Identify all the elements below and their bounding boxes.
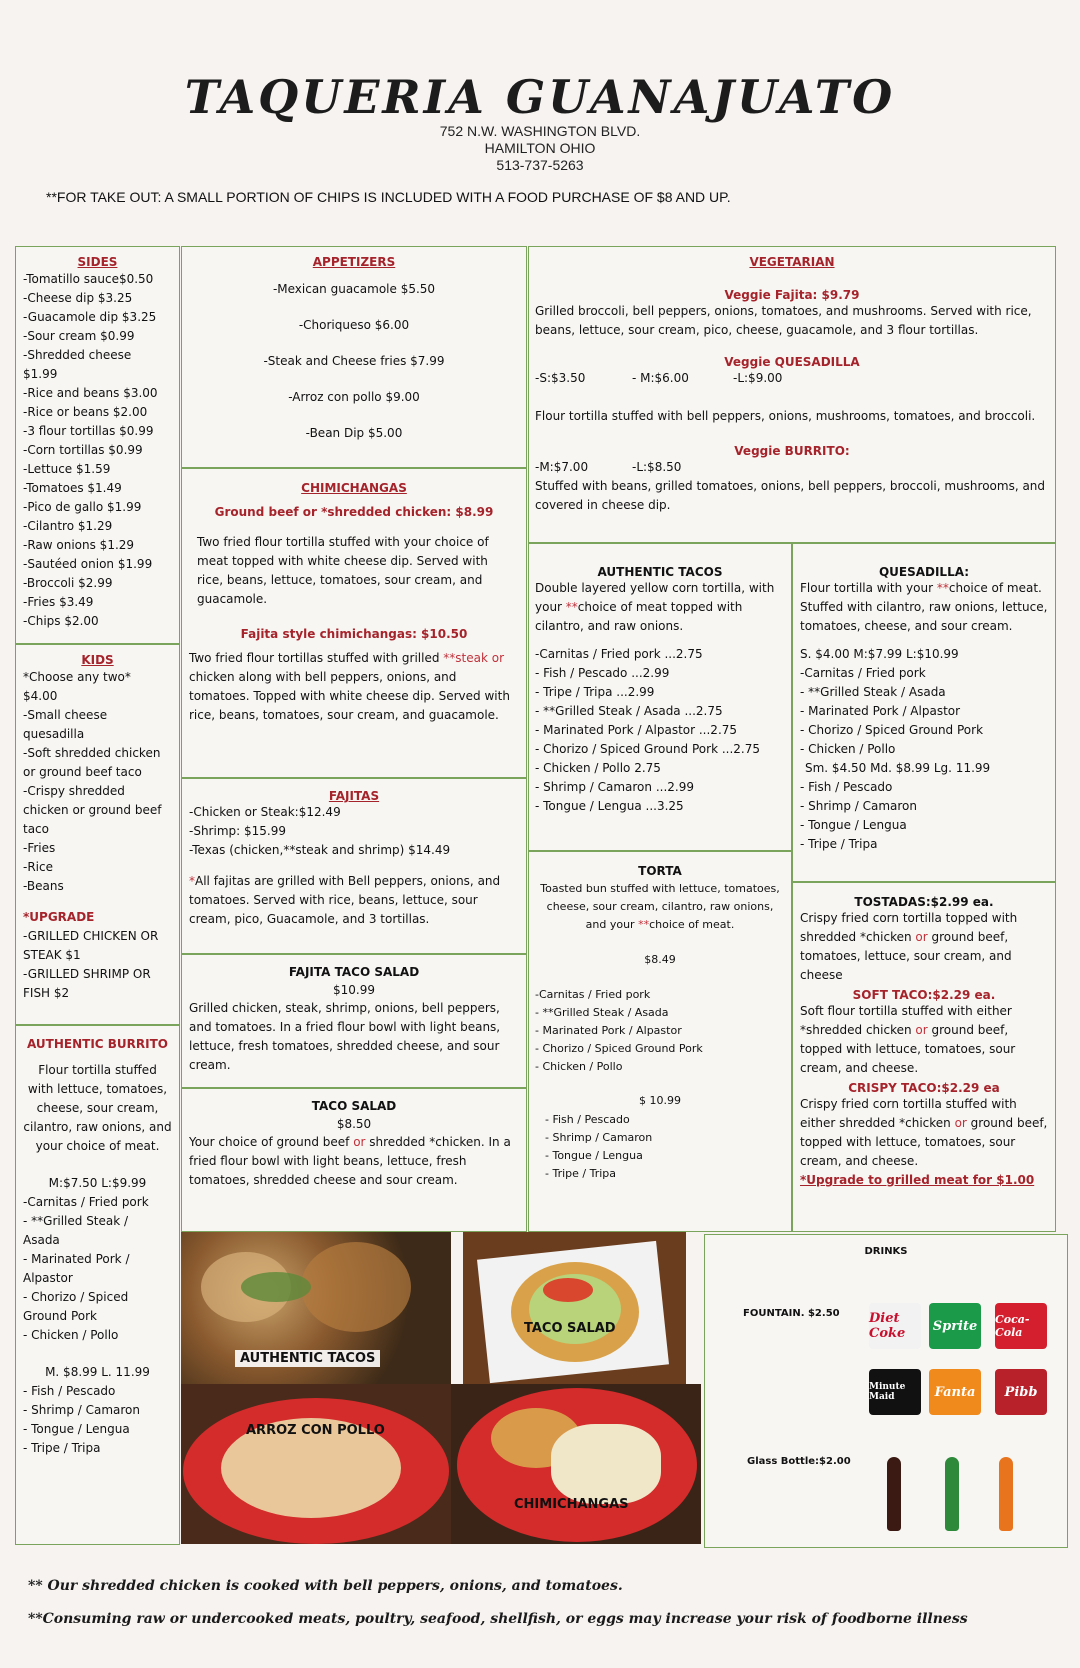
torta-meat-list-1 [529,986,791,1076]
desc-or: or [915,930,928,944]
desc-star: ** [936,581,949,595]
list-item: -Mexican guacamole $5.50 [272,282,436,296]
tostadas-title: TOSTADAS:$2.99 ea. [854,895,994,909]
list-item: - Shrimp / Camaron [545,1131,653,1144]
list-item: - Fish / Pescado [23,1384,116,1398]
list-item: -Lettuce $1.59 [23,462,111,476]
fajitas-section [181,778,527,954]
authentic-tacos-section [528,543,792,851]
burrito-meat-list-2 [16,1382,179,1458]
list-item: - Tongue / Lengua [545,1149,643,1162]
arroz-photo-label: ARROZ CON POLLO [246,1423,385,1438]
desc-text: ground beef, topped with lettuce, tomatoes, sour cream, and cheese. [800,1023,1016,1075]
list-item: -Arroz con pollo $9.00 [288,390,420,404]
list-item: -Carnitas / Fried pork [800,666,926,680]
list-item: -Choriqueso $6.00 [298,318,410,332]
fajita-taco-salad-title: FAJITA TACO SALAD [288,965,420,979]
desc-text: choice of meat topped with cilantro, and raw onions. [535,600,743,633]
desc-or: or [487,651,505,665]
list-item: FISH $2 [23,986,70,1000]
list-item: -Rice [23,860,53,874]
list-item: - Marinated Pork / Alpastor [800,704,961,718]
price-medium: -M:$7.00 [535,460,589,474]
desc-text: Toasted bun stuffed with lettuce, tomatoes, cheese, sour cream, cilantro, raw onions, and your [540,882,780,931]
crispy-taco-title: CRISPY TACO:$2.29 ea [848,1081,1000,1095]
address-line: 752 N.W. WASHINGTON BLVD. [439,123,641,139]
city-line: HAMILTON OHIO [484,140,596,156]
fajitas-note [182,872,526,929]
chimichangas-title: CHIMICHANGAS [301,481,407,495]
list-item: - Fish / Pescado ...2.99 [535,666,670,680]
list-item: $1.99 [23,367,58,381]
chimichangas-photo [451,1384,701,1544]
desc-text: choice of meat. Stuffed with cilantro, raw onions, lettuce, tomatoes, cheese, and sour cream. [800,581,1048,633]
grilled-upgrade-note: *Upgrade to grilled meat for $1.00 [800,1173,1035,1187]
taco-salad-photo-label: TACO SALAD [524,1321,616,1336]
glass-bottle-price: Glass Bottle:$2.00 [747,1456,851,1467]
kids-upgrade-list [16,927,179,1003]
price-small: -S:$3.50 [535,371,586,385]
desc-text: Double layered yellow corn tortilla, with your [535,581,775,614]
list-item: - Tripe / Tripa [23,1441,101,1455]
kids-title: KIDS [81,653,114,667]
drinks-title: DRINKS [864,1246,908,1257]
veggie-quesadilla-prices [529,369,1055,388]
list-item: -GRILLED SHRIMP OR [23,967,151,981]
list-item: -Carnitas / Fried pork [535,988,651,1001]
list-item: -Cheese dip $3.25 [23,291,133,305]
fanta-bottle-icon [999,1457,1013,1531]
chimichanga-shape [551,1424,661,1504]
torta-title: TORTA [638,864,682,878]
list-item: -Carnitas / Fried pork [23,1195,149,1209]
list-item: - Tripe / Tripa [545,1167,617,1180]
chimichangas-price-line: Ground beef or *shredded chicken: $8.99 [214,505,494,519]
list-item: - Shrimp / Camaron [23,1403,141,1417]
list-item: -Crispy shredded [23,784,125,798]
desc-or: or [353,1135,366,1149]
shredded-chicken-note: ** Our shredded chicken is cooked with bell peppers, onions, and tomatoes. [28,1578,623,1594]
list-item: - Marinated Pork / Alpastor [535,1024,682,1037]
pibb-icon: Pibb [995,1369,1047,1415]
desc-or: or [954,1116,967,1130]
sprite-icon: Sprite [929,1303,981,1349]
desc-text: Your choice of ground beef [189,1135,354,1149]
price-large: -L:$8.50 [632,460,682,474]
list-item: - Tongue / Lengua [800,818,907,832]
appetizers-section [181,246,527,468]
taco-salad-title: TACO SALAD [311,1099,397,1113]
list-item: -Bean Dip $5.00 [305,426,403,440]
desc-text: Flour tortilla with your [800,581,937,595]
quesadilla-price-1: S. $4.00 M:$7.99 L:$10.99 [800,647,959,661]
quesadilla-meat-list-1 [793,664,1055,759]
list-item: -Small cheese [23,708,108,722]
tostadas-section [792,882,1056,1232]
cilantro-shape [241,1272,311,1302]
restaurant-title: TAQUERIA GUANAJUATO [184,70,896,124]
desc-text: ground beef, tomatoes, lettuce, sour cream, and cheese [800,930,1012,982]
burrito-price-2: M. $8.99 L. 11.99 [45,1365,150,1379]
vegetarian-section [528,246,1056,543]
list-item: -Chicken or Steak:$12.49 [189,805,341,819]
torta-price-1: $8.49 [644,953,676,966]
list-item: - Fish / Pescado [800,780,893,794]
list-item: - Chorizo / Spiced [23,1290,129,1304]
desc-text: Two fried flour tortillas stuffed with grilled [189,651,444,665]
coca-cola-icon: Coca-Cola [995,1303,1047,1349]
desc-text: Crispy fried corn tortilla stuffed with either shredded *chicken [800,1097,1017,1130]
list-item: - **Grilled Steak / Asada ...2.75 [535,704,723,718]
fajita-taco-salad-description: Grilled chicken, steak, shrimp, onions, bell peppers, and tomatoes. In a fried flour bowl with light beans, lettuce, fresh tomatoes, shredded cheese, and sour cream. [189,1001,501,1072]
fajitas-title: FAJITAS [328,789,380,803]
sides-list [16,270,179,631]
price-large: -L:$9.00 [733,371,783,385]
list-item: -Pico de gallo $1.99 [23,500,142,514]
desc-text: chicken along with bell peppers, onions, and tomatoes. Topped with white cheese dip. Served with rice, beans, tomatoes, sour cream, and guacamole. [189,670,510,722]
list-item: -Fries [23,841,56,855]
sides-section [15,246,180,644]
list-item: or ground beef taco [23,765,142,779]
burrito-title: AUTHENTIC BURRITO [27,1037,168,1051]
list-item: - Chicken / Pollo 2.75 [535,761,661,775]
soft-taco-title: SOFT TACO:$2.29 ea. [852,988,996,1002]
note-text: All fajitas are grilled with Bell peppers, onions, and tomatoes. Served with rice, beans, lettuce, sour cream, pico, Guacamole, and 3 tortillas. [189,874,501,926]
list-item: -Soft shredded chicken [23,746,161,760]
tacos-photo [181,1232,451,1384]
tostadas-description [793,909,1055,985]
list-item: - **Grilled Steak / [23,1214,129,1228]
note-star: * [189,874,195,888]
list-item: -Fries $3.49 [23,595,94,609]
taco-shape [301,1242,411,1332]
tacos-description [529,579,791,636]
veggie-quesadilla-title: Veggie QUESADILLA [724,355,860,369]
list-item: - Chorizo / Spiced Ground Pork ...2.75 [535,742,760,756]
desc-text: Soft flour tortilla stuffed with either *shredded chicken [800,1004,1012,1037]
list-item: $4.00 [23,689,58,703]
soft-taco-description [793,1002,1055,1078]
list-item: -Shredded cheese [23,348,132,362]
takeout-notice: **FOR TAKE OUT: A SMALL PORTION OF CHIPS IS INCLUDED WITH A FOOD PURCHASE OF $8 AND UP. [46,189,731,205]
burrito-meat-list-1 [16,1193,179,1345]
list-item: - Marinated Pork / Alpastor ...2.75 [535,723,738,737]
sprite-bottle-icon [945,1457,959,1531]
desc-or: or [915,1023,928,1037]
list-item: -Tomatillo sauce$0.50 [23,272,154,286]
quesadilla-price-2: Sm. $4.50 Md. $8.99 Lg. 11.99 [805,761,991,775]
torta-price-2: $ 10.99 [639,1094,681,1107]
list-item: your choice of meat. [35,1139,160,1153]
quesadilla-meat-list-2 [793,778,1055,854]
list-item: - **Grilled Steak / Asada [800,685,946,699]
taco-salad-photo [463,1232,686,1384]
torta-meat-list-2 [529,1111,791,1183]
desc-highlight: **steak [443,651,488,665]
vegetarian-title: VEGETARIAN [749,255,835,269]
list-item: -Sautéed onion $1.99 [23,557,153,571]
list-item: Ground Pork [23,1309,97,1323]
tacos-list [529,645,791,816]
list-item: -Shrimp: $15.99 [189,824,286,838]
veggie-burrito-title: Veggie BURRITO: [734,444,850,458]
taco-salad-description [182,1133,526,1190]
fountain-price: FOUNTAIN. $2.50 [743,1308,840,1319]
diet-coke-icon: Diet Coke [869,1303,921,1349]
drinks-section [704,1234,1068,1548]
list-item: -Corn tortillas $0.99 [23,443,143,457]
list-item: - Chorizo / Spiced Ground Pork [535,1042,703,1055]
desc-text: shredded *chicken. In a fried flour bowl with light beans, lettuce, fresh tomatoes, shredded cheese and sour cream. [189,1135,511,1187]
list-item: - Tongue / Lengua ...3.25 [535,799,684,813]
list-item: cheese, sour cream, [36,1101,159,1115]
list-item: - Shrimp / Camaron [800,799,918,813]
list-item: -Steak and Cheese fries $7.99 [263,354,445,368]
desc-text: choice of meat. [649,918,735,931]
fajitas-list [182,803,526,860]
desc-text: Crispy fried corn tortilla topped with shredded *chicken [800,911,1018,944]
chimichangas-photo-label: CHIMICHANGAS [514,1497,629,1512]
fajita-chimichangas-price-line: Fajita style chimichangas: $10.50 [240,627,468,641]
list-item: -GRILLED CHICKEN OR [23,929,159,943]
list-item: -Texas (chicken,**steak and shrimp) $14.49 [189,843,451,857]
fanta-icon: Fanta [929,1369,981,1415]
kids-section [15,644,180,1025]
phone-line: 513-737-5263 [496,157,584,173]
veggie-fajita-description: Grilled broccoli, bell peppers, onions, tomatoes, and mushrooms. Served with rice, beans, lettuce, sour cream, pico, cheese, guacamole, and 3 flour tortillas. [535,304,1032,337]
list-item: -Rice or beans $2.00 [23,405,148,419]
list-item: Flour tortilla stuffed [38,1063,157,1077]
burrito-price-1: M:$7.50 L:$9.99 [48,1176,147,1190]
list-item: -Carnitas / Fried pork ...2.75 [535,647,703,661]
list-item: - Tongue / Lengua [23,1422,130,1436]
fajita-taco-salad-section [181,954,527,1088]
desc-text: ground beef, topped with lettuce, tomatoes, sour cream, and cheese. [800,1116,1048,1168]
price-medium: - M:$6.00 [632,371,689,385]
coke-bottle-icon [887,1457,901,1531]
list-item: with lettuce, tomatoes, [27,1082,168,1096]
veggie-quesadilla-description: Flour tortilla stuffed with bell peppers, onions, mushrooms, tomatoes, and broccoli. [535,409,1036,423]
list-item: - **Grilled Steak / Asada [535,1006,669,1019]
taco-salad-price: $8.50 [336,1117,372,1131]
burrito-section [15,1025,180,1545]
appetizers-title: APPETIZERS [312,255,396,269]
taco-salad-section [181,1088,527,1232]
list-item: taco [23,822,49,836]
kids-list [16,668,179,896]
list-item: STEAK $1 [23,948,81,962]
minute-maid-icon: Minute Maid [869,1369,921,1415]
fajita-taco-salad-price: $10.99 [333,983,375,997]
chimichangas-section [181,468,527,778]
list-item: Asada [23,1233,60,1247]
quesadilla-title: QUESADILLA: [878,565,970,579]
veggie-burrito-prices [529,458,1055,477]
veggie-burrito-description: Stuffed with beans, grilled tomatoes, onions, bell peppers, broccoli, mushrooms, and covered in cheese dip. [535,479,1046,512]
list-item: - Chorizo / Spiced Ground Pork [800,723,984,737]
desc-star: ** [638,918,650,931]
list-item: chicken or ground beef [23,803,162,817]
list-item: -Sour cream $0.99 [23,329,135,343]
list-item: -3 flour tortillas $0.99 [23,424,154,438]
torta-description [529,880,791,934]
burrito-description [16,1061,179,1156]
tacos-title: AUTHENTIC TACOS [597,565,723,579]
list-item: *Choose any two* [23,670,131,684]
desc-star: ** [565,600,578,614]
list-item: -Tomatoes $1.49 [23,481,122,495]
list-item: - Chicken / Pollo [535,1060,623,1073]
list-item: Alpastor [23,1271,73,1285]
list-item: - Tripe / Tripa ...2.99 [535,685,655,699]
sides-title: SIDES [77,255,118,269]
list-item: -Beans [23,879,64,893]
veggie-fajita-title: Veggie Fajita: $9.79 [724,288,860,302]
kids-upgrade-title: *UPGRADE [23,910,95,924]
fajita-chimichangas-description [182,649,526,725]
list-item: - Shrimp / Camaron ...2.99 [535,780,694,794]
list-item: -Chips $2.00 [23,614,99,628]
list-item: -Guacamole dip $3.25 [23,310,157,324]
list-item: cilantro, raw onions, and [23,1120,172,1134]
list-item: quesadilla [23,727,85,741]
arroz-con-pollo-photo [181,1384,451,1544]
list-item: - Marinated Pork / [23,1252,130,1266]
quesadilla-section [792,543,1056,882]
list-item: -Cilantro $1.29 [23,519,113,533]
list-item: - Tripe / Tripa [800,837,878,851]
list-item: -Rice and beans $3.00 [23,386,158,400]
quesadilla-description [793,579,1055,636]
appetizers-list [182,271,526,451]
list-item: - Chicken / Pollo [23,1328,119,1342]
list-item: - Chicken / Pollo [800,742,896,756]
chimichangas-description: Two fried flour tortilla stuffed with your choice of meat topped with white cheese dip. Served with rice, beans, lettuce, tomatoes, sour cream, and guacamole. [197,535,489,606]
tacos-photo-label: AUTHENTIC TACOS [235,1350,380,1367]
list-item: - Fish / Pescado [545,1113,630,1126]
list-item: -Raw onions $1.29 [23,538,135,552]
crispy-taco-description [793,1095,1055,1171]
torta-section [528,851,792,1232]
list-item: -Broccoli $2.99 [23,576,113,590]
tomato-shape [543,1278,593,1302]
raw-food-warning: **Consuming raw or undercooked meats, poultry, seafood, shellfish, or eggs may increase your risk of foodborne illness [28,1611,968,1627]
